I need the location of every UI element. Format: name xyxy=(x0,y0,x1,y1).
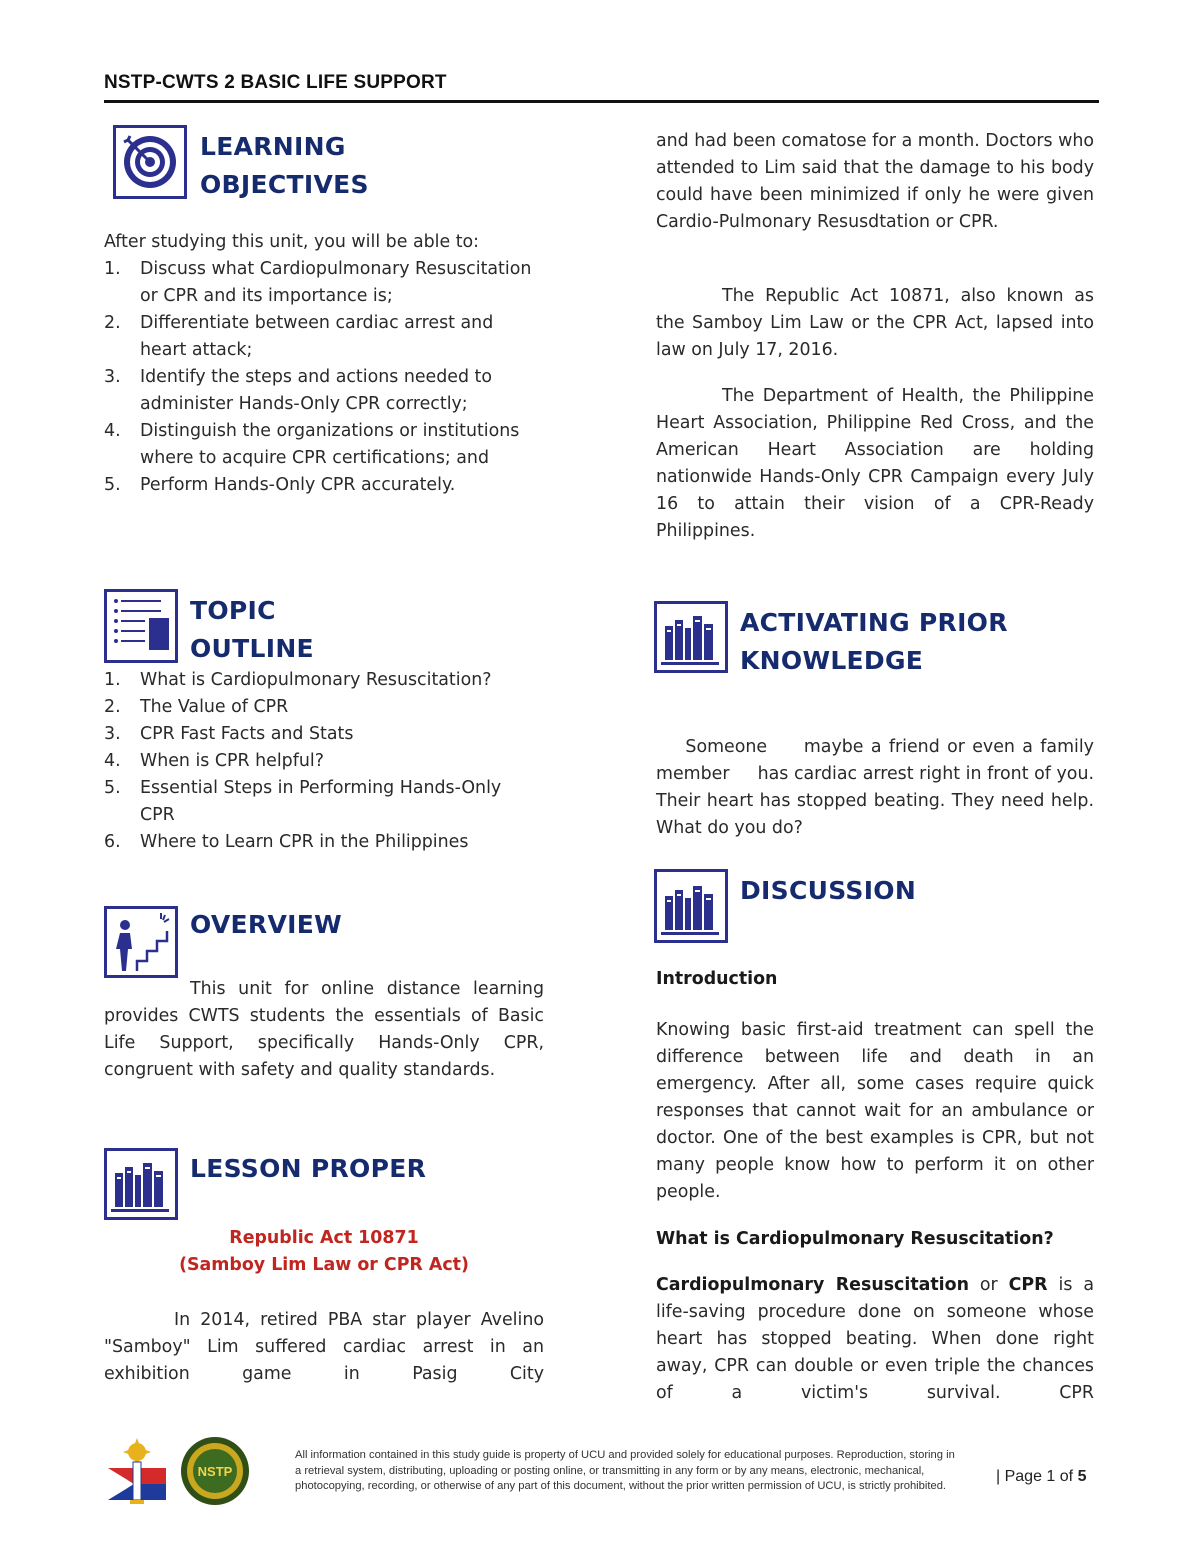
lesson-proper-title: LESSON PROPER xyxy=(190,1154,427,1183)
discussion-title: DISCUSSION xyxy=(740,876,917,905)
lesson-text: In 2014, retired PBA star player Avelino "Samboy" Lim suffered cardiac arrest in an exhibition game in Pasig City xyxy=(104,1310,544,1384)
list-item: What is Cardiopulmonary Resuscitation? xyxy=(140,670,492,690)
cpr-abbrev: CPR xyxy=(1008,1275,1048,1295)
list-item: Discuss what Cardiopulmonary Resuscitation or CPR and its importance is; xyxy=(140,259,532,306)
topic-outline-title xyxy=(190,592,314,668)
title-line: OUTLINE xyxy=(190,634,314,663)
lesson-subheading xyxy=(104,1225,544,1279)
title-line: ACTIVATING PRIOR xyxy=(740,608,1008,637)
introduction-heading: Introduction xyxy=(656,969,778,989)
target-icon xyxy=(113,125,187,199)
books-icon xyxy=(654,869,728,943)
overview-text xyxy=(104,976,544,1084)
what-is-cpr-heading: What is Cardiopulmonary Resuscitation? xyxy=(656,1229,1054,1249)
introduction-text xyxy=(656,1017,1094,1206)
list-item: The Value of CPR xyxy=(140,697,289,717)
books-icon xyxy=(104,1148,178,1220)
header-title: NSTP-CWTS 2 BASIC LIFE SUPPORT xyxy=(104,72,447,93)
books-icon xyxy=(654,601,728,673)
lesson-paragraph-1-continued xyxy=(656,128,1094,236)
lesson-text: and had been comatose for a month. Doctors who attended to Lim said that the damage to his body could have been minimized if only he were given Cardio-Pulmonary Resusdtation or CPR. xyxy=(656,131,1094,232)
nstp-seal-logo xyxy=(180,1436,250,1506)
philippine-flag-logo xyxy=(104,1438,170,1508)
subhead-line: Republic Act 10871 xyxy=(229,1228,419,1248)
list-item: Where to Learn CPR in the Philippines xyxy=(140,832,469,852)
page-of: of xyxy=(1055,1468,1078,1485)
page-total: 5 xyxy=(1077,1468,1087,1485)
page-header xyxy=(104,70,1099,103)
list-item: Perform Hands-Only CPR accurately. xyxy=(140,475,456,495)
topic-outline-list xyxy=(104,667,524,856)
title-line: TOPIC xyxy=(190,596,276,625)
list-item: CPR Fast Facts and Stats xyxy=(140,724,354,744)
list-item: When is CPR helpful? xyxy=(140,751,324,771)
lesson-paragraph-3 xyxy=(656,383,1094,545)
cpr-or: or xyxy=(968,1275,1009,1295)
list-item: Distinguish the organizations or institutions where to acquire CPR certifications; and xyxy=(140,421,520,468)
cpr-definition-text xyxy=(656,1272,1094,1407)
lesson-text: The Department of Health, the Philippine Heart Association, Philippine Red Cross, and the American Heart Association are holding nationwide Hands-Only CPR Campaign every July 16 to attain their vision of a CPR-Ready Philippines. xyxy=(656,386,1094,541)
list-item: Differentiate between cardiac arrest and heart attack; xyxy=(140,313,494,360)
outline-list-icon xyxy=(104,589,178,663)
cpr-term: Cardiopulmonary Resuscitation xyxy=(656,1275,969,1295)
title-line: KNOWLEDGE xyxy=(740,646,924,675)
lesson-paragraph-1 xyxy=(104,1307,544,1388)
objectives-list xyxy=(104,256,544,499)
learning-objectives-title xyxy=(200,128,369,204)
objectives-intro: After studying this unit, you will be able to: xyxy=(104,232,480,252)
overview-title: OVERVIEW xyxy=(190,910,342,939)
lesson-paragraph-2 xyxy=(656,283,1094,364)
prior-knowledge-body: Someone maybe a friend or even a family member has cardiac arrest right in front of you. Their heart has stopped beating. They need help. What do you do? xyxy=(656,737,1100,838)
lesson-text: The Republic Act 10871, also known as the Samboy Lim Law or the CPR Act, lapsed into law on July 17, 2016. xyxy=(656,286,1094,360)
subhead-line: (Samboy Lim Law or CPR Act) xyxy=(179,1255,469,1275)
nstp-logo-text: NSTP xyxy=(197,1464,233,1479)
title-line: LEARNING xyxy=(200,132,346,161)
title-line: OBJECTIVES xyxy=(200,170,369,199)
prior-knowledge-title xyxy=(740,604,1008,680)
prior-knowledge-text xyxy=(656,707,1100,869)
cpr-definition-body: is a life-saving procedure done on someone whose heart has stopped beating. When done right away, CPR can double or even triple the chances of a victim's survival. CPR xyxy=(656,1275,1094,1403)
list-item: Essential Steps in Performing Hands-Only CPR xyxy=(140,778,502,825)
page-current: 1 xyxy=(1046,1468,1056,1485)
copyright-notice: All information contained in this study guide is property of UCU and provided solely for educational purposes. Reproduction, storing in a retrieval system, distributing, uploading or posting online, or transmitting in any form or by any means, electronic, mechanical, photocopying, recording, or otherwise of any part of this document, without the prior written permission of UCU, is strictly prohibited. xyxy=(295,1449,955,1492)
person-stairs-icon xyxy=(104,906,178,978)
overview-body: This unit for online distance learning provides CWTS students the essentials of Basic Life Support, specifically Hands-Only CPR, congruent with safety and quality standards. xyxy=(104,979,544,1080)
page-number xyxy=(996,1468,1086,1486)
list-item: Identify the steps and actions needed to administer Hands-Only CPR correctly; xyxy=(140,367,492,414)
page-prefix: | Page xyxy=(996,1468,1047,1485)
introduction-body: Knowing basic first-aid treatment can spell the difference between life and death in an emergency. After all, some cases require quick responses that cannot wait for an ambulance or doctor. One of the best examples is CPR, but not many people know how to perform it on other people. xyxy=(656,1020,1094,1202)
